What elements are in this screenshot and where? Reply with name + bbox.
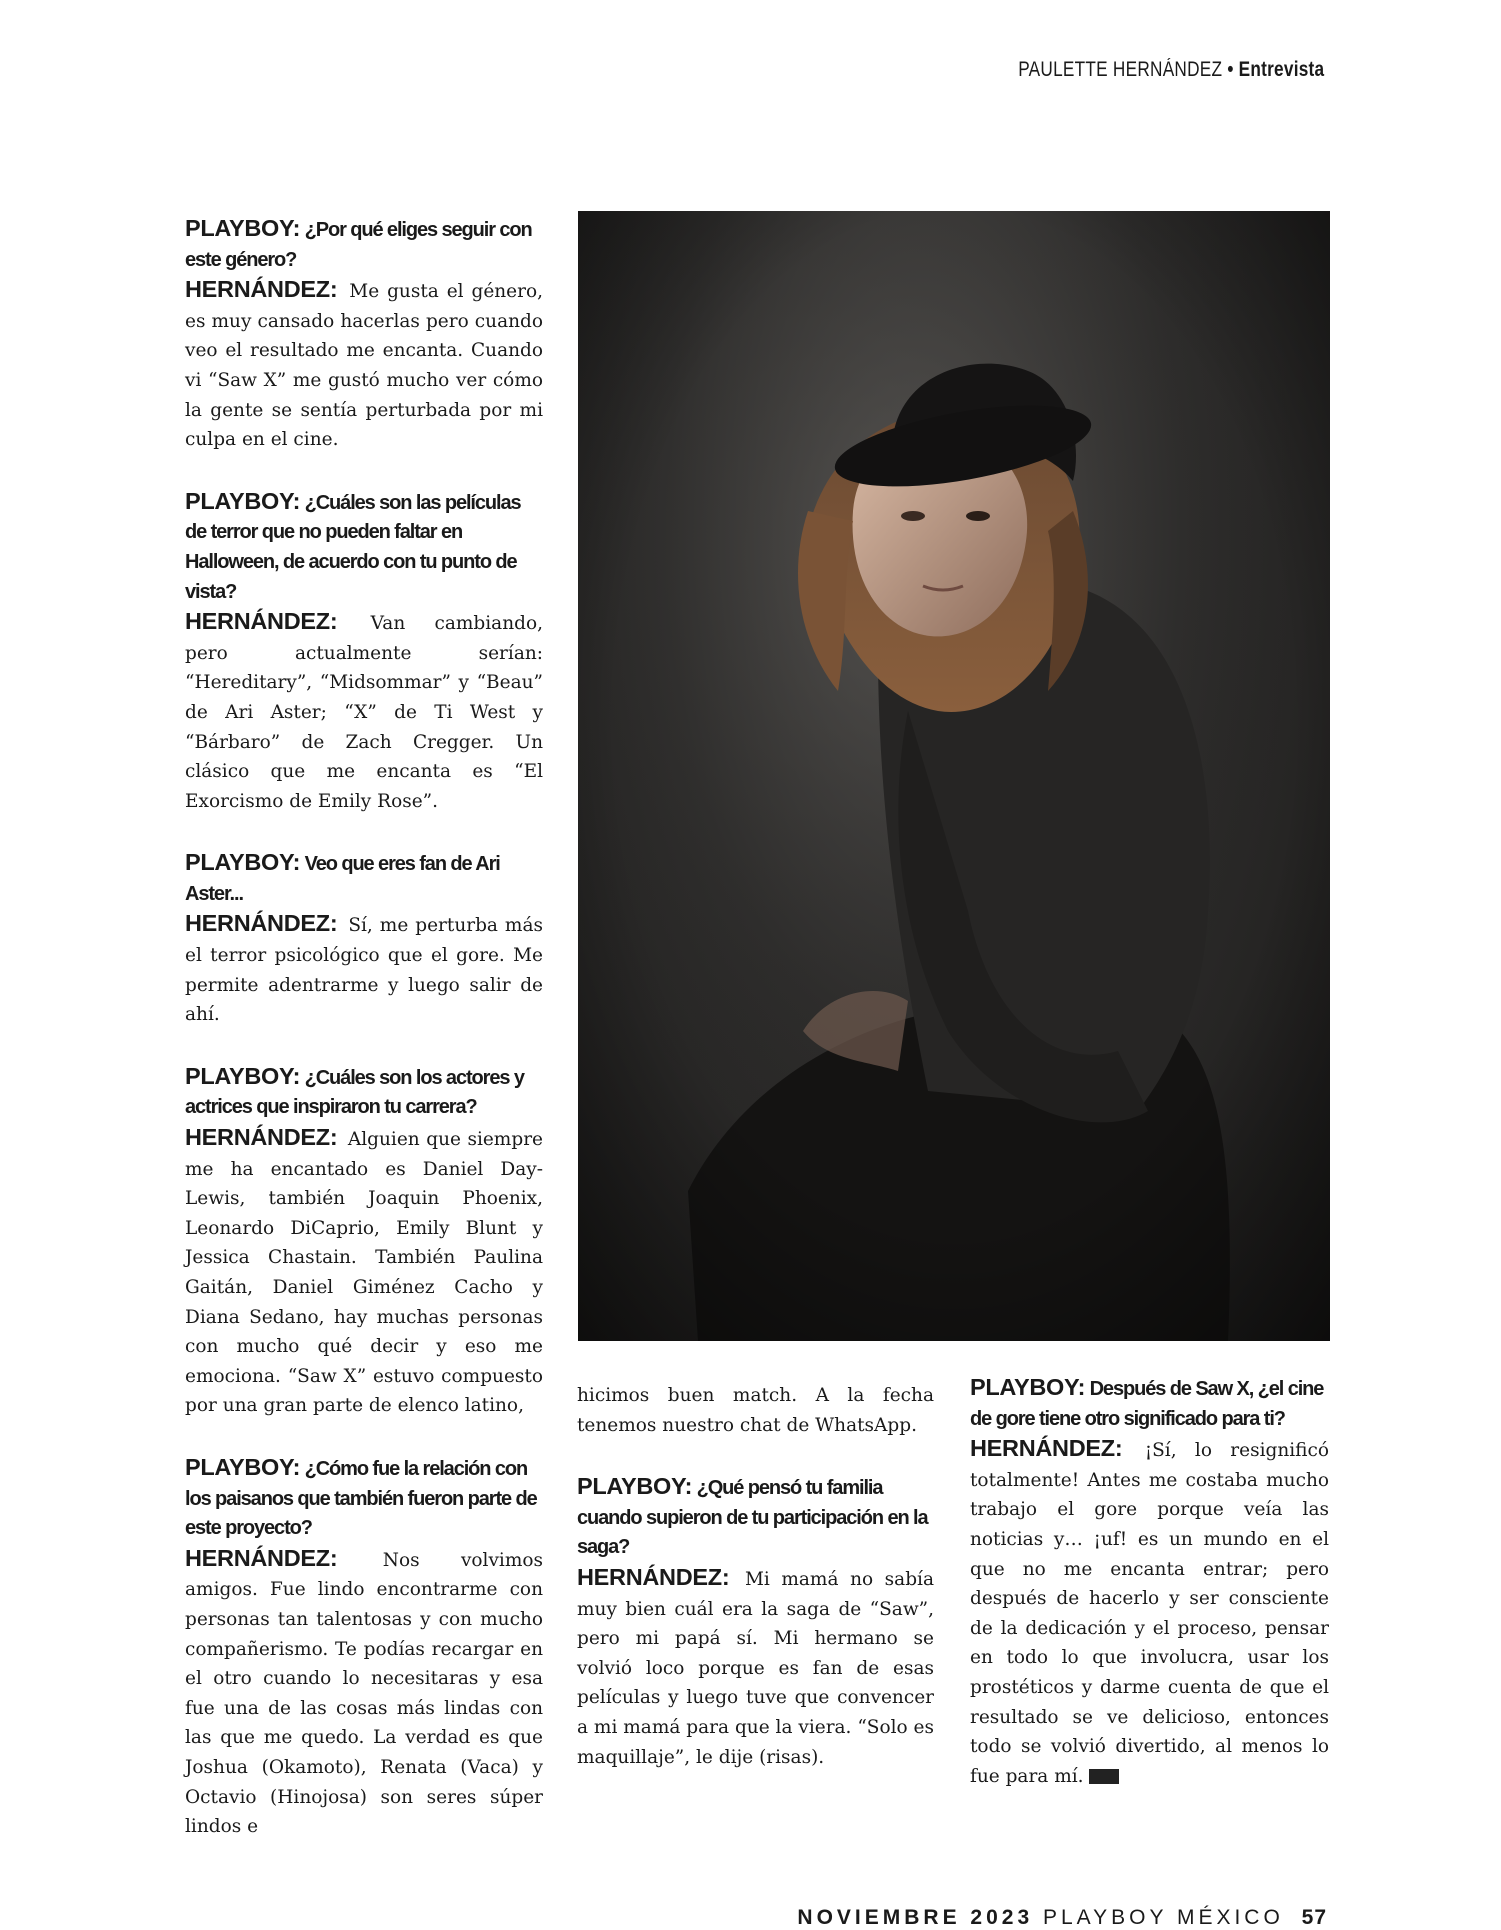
question — [185, 1062, 543, 1123]
qa-block — [185, 487, 543, 817]
question — [185, 1453, 543, 1544]
question-text: ¿Cuáles son los actores y actrices que inspiraron tu carrera? — [185, 1066, 524, 1119]
question — [185, 214, 543, 275]
question — [970, 1373, 1329, 1434]
qa-block — [970, 1373, 1329, 1791]
running-header — [1018, 58, 1324, 82]
header-separator: • — [1221, 58, 1239, 81]
question-label: PLAYBOY: — [185, 215, 301, 241]
end-mark-icon — [1089, 1769, 1119, 1784]
answer — [185, 607, 543, 816]
answer — [577, 1563, 934, 1772]
page-number: 57 — [1301, 1906, 1327, 1929]
answer-label: HERNÁNDEZ: — [577, 1563, 730, 1590]
question — [185, 487, 543, 607]
continuation-block — [577, 1381, 934, 1440]
qa-block — [185, 214, 543, 455]
question — [185, 848, 543, 909]
answer-text: Alguien que siempre me ha encantado es Daniel Day-Lewis, también Joaquin Phoenix, Leonardo DiCaprio, Emily Blunt y Jessica Chastain. También Paulina Gaitán, Daniel Giménez Cacho y Diana Sedano, hay muchas personas con mucho qué decir y eso me emociona. “Saw X” estuvo compuesto por una gran parte de elenco latino, — [185, 1129, 543, 1417]
portrait-photo — [578, 211, 1330, 1341]
answer-text: ¡Sí, lo resignificó totalmente! Antes me costaba mucho trabajo el gore porque veía las noticias y… ¡uf! es un mundo en el que no me encanta entrar; pero después de hacerlo y ser consciente de la dedicación y el proceso, pensar en todo lo que involucra, usar los prostéticos y darme cuenta de que el resultado se ve delicioso, entonces todo se volvió divertido, al menos lo fue para mí. — [970, 1440, 1329, 1787]
column-1 — [185, 214, 543, 1874]
portrait-illustration — [578, 211, 1330, 1341]
qa-block — [185, 1062, 543, 1421]
question-label: PLAYBOY: — [185, 487, 301, 514]
answer-label: HERNÁNDEZ: — [185, 276, 338, 303]
question-text: Veo que eres fan de Ari Aster... — [185, 853, 500, 905]
question-label: PLAYBOY: — [185, 849, 301, 876]
question-text: ¿Qué pensó tu familia cuando supieron de tu participación en la saga? — [577, 1477, 928, 1559]
column-2 — [577, 1381, 934, 1804]
answer-text: Mi mamá no sabía muy bien cuál era la saga de “Saw”, pero mi papá sí. Mi hermano se volvió loco porque es fan de esas películas y luego tuve que convencer a mi mamá para que la viera. “Solo es maquillaje”, le dije (risas). — [577, 1568, 934, 1768]
answer-text: Nos volvimos amigos. Fue lindo encontrarme con personas tan talentosas y con mucho compañerismo. Te podías recargar en el otro cuando lo necesitaras y esa fue una de las cosas más lindas con las que me quedo. La verdad es que Joshua (Okamoto), Renata (Vaca) y Octavio (Hinojosa) son seres súper lindos e — [185, 1549, 543, 1838]
header-section: PAULETTE HERNÁNDEZ — [1017, 58, 1222, 81]
answer-label: HERNÁNDEZ: — [185, 608, 338, 635]
footer-magazine: PLAYBOY MÉXICO — [1043, 1906, 1284, 1929]
answer-label: HERNÁNDEZ: — [185, 1544, 338, 1571]
answer — [185, 275, 543, 455]
question-label: PLAYBOY: — [185, 1062, 301, 1089]
answer-label: HERNÁNDEZ: — [185, 1124, 338, 1151]
answer-label: HERNÁNDEZ: — [185, 910, 338, 937]
answer-text: Me gusta el género, es muy cansado hacerlas pero cuando veo el resultado me encanta. Cuando vi “Saw X” me gustó mucho ver cómo la gente se sentía perturbada por mi culpa en el cine. — [185, 281, 543, 451]
question-label: PLAYBOY: — [577, 1473, 693, 1500]
qa-block — [185, 1453, 543, 1842]
question-text: ¿Por qué eliges seguir con este género? — [185, 219, 532, 271]
question-label: PLAYBOY: — [970, 1374, 1086, 1400]
question — [577, 1472, 934, 1563]
qa-block — [185, 848, 543, 1030]
question-label: PLAYBOY: — [185, 1453, 301, 1480]
page-footer — [797, 1906, 1327, 1930]
column-3 — [970, 1373, 1329, 1823]
question-text: Después de Saw X, ¿el cine de gore tiene otro significado para ti? — [970, 1378, 1324, 1430]
question-text: ¿Cuáles son las películas de terror que no pueden faltar en Halloween, de acuerdo con tu punto de vista? — [185, 491, 521, 603]
answer — [185, 1123, 543, 1421]
answer — [970, 1434, 1329, 1791]
answer-label: HERNÁNDEZ: — [970, 1435, 1123, 1462]
answer-text: Sí, me perturba más el terror psicológico que el gore. Me permite adentrarme y luego salir de ahí. — [185, 915, 543, 1026]
answer — [185, 1544, 543, 1842]
footer-date: NOVIEMBRE 2023 — [797, 1906, 1034, 1929]
answer-text: Van cambiando, pero actualmente serían: “Hereditary”, “Midsommar” y “Beau” de Ari Aster; “X” de Ti West y “Bárbaro” de Zach Cregger. Un clásico que me encanta es “El Exorcismo de Emily Rose”. — [185, 613, 543, 812]
continuation-text: hicimos buen match. A la fecha tenemos nuestro chat de WhatsApp. — [577, 1385, 934, 1436]
qa-block — [577, 1472, 934, 1772]
header-category: Entrevista — [1238, 58, 1324, 81]
question-text: ¿Cómo fue la relación con los paisanos que también fueron parte de este proyecto? — [185, 1457, 537, 1540]
answer — [185, 909, 543, 1029]
